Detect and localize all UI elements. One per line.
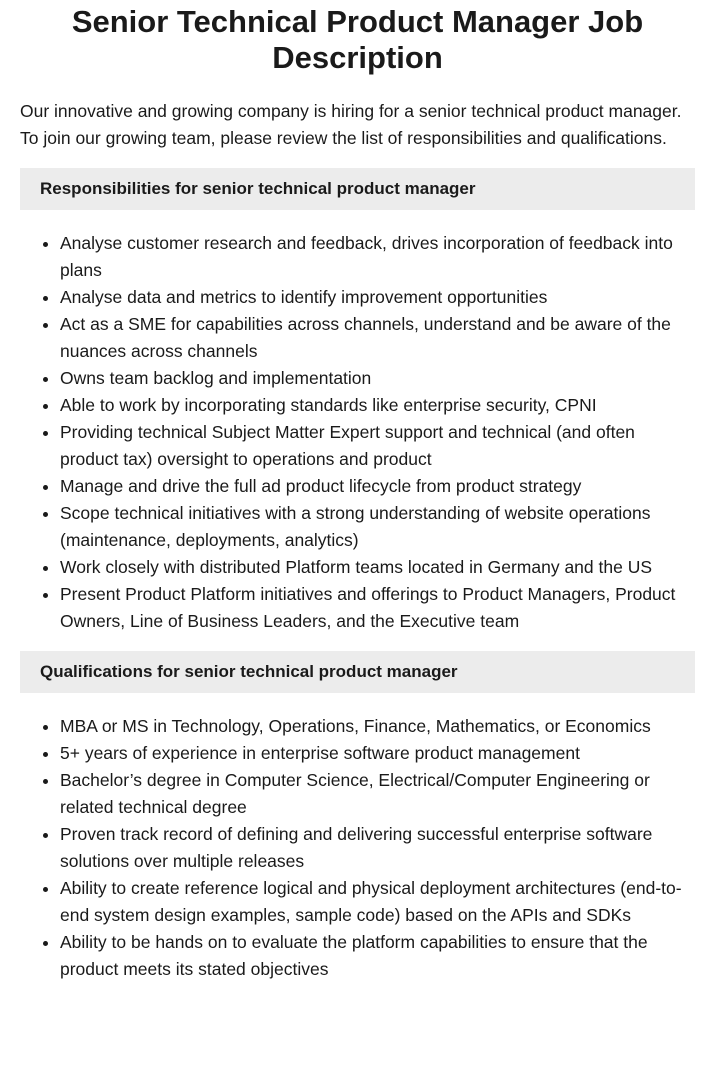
list-item: • Bachelor’s degree in Computer Science, Electrical/Computer Engineering or related technical degree bbox=[60, 767, 695, 821]
list-item: • Owns team backlog and implementation bbox=[60, 365, 695, 392]
qualifications-list bbox=[20, 713, 695, 983]
list-item: • Work closely with distributed Platform teams located in Germany and the US bbox=[60, 554, 695, 581]
list-item: • Analyse data and metrics to identify improvement opportunities bbox=[60, 284, 695, 311]
intro-paragraph: Our innovative and growing company is hiring for a senior technical product manager. To join our growing team, please review the list of responsibilities and qualifications. bbox=[20, 101, 682, 148]
list-item: • Ability to create reference logical and physical deployment architectures (end-to-end system design examples, sample code) based on the APIs and SDKs bbox=[60, 875, 695, 929]
list-item: • Analyse customer research and feedback, drives incorporation of feedback into plans bbox=[60, 230, 695, 284]
list-item: • Manage and drive the full ad product lifecycle from product strategy bbox=[60, 473, 695, 500]
list-item: • Able to work by incorporating standards like enterprise security, CPNI bbox=[60, 392, 695, 419]
list-item: • Providing technical Subject Matter Expert support and technical (and often product tax) oversight to operations and product bbox=[60, 419, 695, 473]
list-item: • Scope technical initiatives with a strong understanding of website operations (maintenance, deployments, analytics) bbox=[60, 500, 695, 554]
responsibilities-list bbox=[20, 230, 695, 635]
list-item: • Ability to be hands on to evaluate the platform capabilities to ensure that the product meets its stated objectives bbox=[60, 929, 695, 983]
qualifications-heading: Qualifications for senior technical product manager bbox=[20, 651, 695, 693]
list-item: • Act as a SME for capabilities across channels, understand and be aware of the nuances across channels bbox=[60, 311, 695, 365]
list-item: • MBA or MS in Technology, Operations, Finance, Mathematics, or Economics bbox=[60, 713, 695, 740]
page-title: Senior Technical Product Manager Job Description bbox=[71, 4, 644, 75]
responsibilities-heading: Responsibilities for senior technical product manager bbox=[20, 168, 695, 210]
list-item: • Present Product Platform initiatives and offerings to Product Managers, Product Owners, Line of Business Leaders, and the Executive team bbox=[60, 581, 695, 635]
list-item: • 5+ years of experience in enterprise software product management bbox=[60, 740, 695, 767]
list-item: • Proven track record of defining and delivering successful enterprise software solutions over multiple releases bbox=[60, 821, 695, 875]
